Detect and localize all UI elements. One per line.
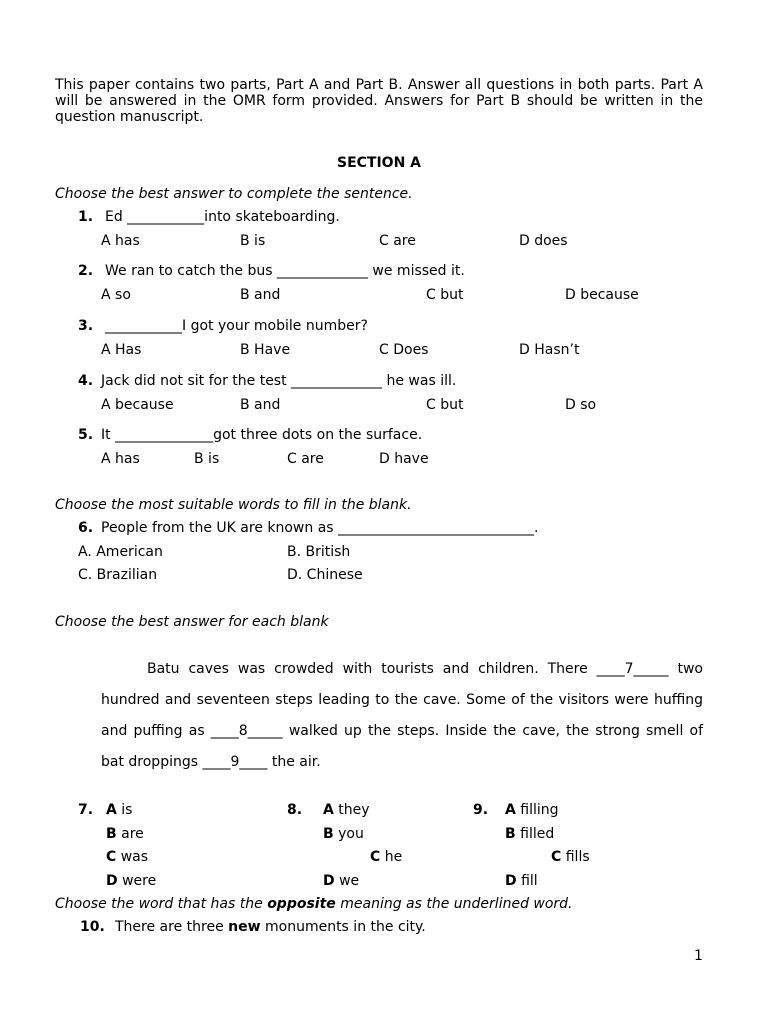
question-number: 10.: [80, 919, 105, 935]
option: [323, 873, 359, 889]
option-letter: D: [505, 873, 517, 889]
option: D have: [379, 451, 429, 467]
option: A so: [101, 287, 131, 303]
option: D does: [519, 233, 568, 249]
option: [505, 826, 554, 842]
passage-line: Batu caves was crowded with tourists and children. There ____7_____ two: [147, 661, 703, 677]
option-letter: D: [323, 873, 335, 889]
question-text: Jack did not sit for the test _____________ he was ill.: [101, 373, 457, 389]
option: D Hasn’t: [519, 342, 580, 358]
option: B Have: [240, 342, 291, 358]
option-word: are: [116, 826, 144, 842]
option-word: fills: [561, 849, 590, 865]
option: [106, 873, 156, 889]
option: B and: [240, 287, 281, 303]
option: C but: [426, 287, 464, 303]
option-letter: C: [551, 849, 562, 865]
option: [505, 802, 559, 818]
option: [106, 826, 144, 842]
option: D. Chinese: [287, 567, 363, 583]
option: A Has: [101, 342, 142, 358]
option-letter: A: [323, 802, 334, 818]
question-text-part: There are three: [115, 919, 229, 935]
instruction-fill-blank: Choose the most suitable words to fill in the blank.: [55, 497, 412, 513]
option: [106, 849, 148, 865]
instruction-text: meaning as the underlined word.: [335, 896, 573, 912]
question-text: People from the UK are known as ____________________________.: [101, 520, 539, 536]
question-number: 2.: [78, 263, 94, 279]
question-number: 3.: [78, 318, 94, 334]
option: [370, 849, 402, 865]
option: [323, 826, 364, 842]
option-word: is: [116, 802, 133, 818]
passage: [101, 661, 703, 771]
instruction-opposite: [55, 896, 573, 912]
passage-line: bat droppings ____9____ the air.: [101, 754, 321, 770]
option-letter: C: [370, 849, 381, 865]
option: B is: [240, 233, 266, 249]
question-number: 5.: [78, 427, 94, 443]
question-text: [115, 919, 426, 935]
option-word: was: [116, 849, 149, 865]
option: C are: [379, 233, 416, 249]
instruction-text: Choose the word that has the: [55, 896, 268, 912]
question-number: 7.: [78, 802, 94, 818]
option-letter: B: [323, 826, 334, 842]
question-number: 8.: [287, 802, 303, 818]
page-number: 1: [694, 948, 703, 964]
option-letter: D: [106, 873, 118, 889]
option: A because: [101, 397, 174, 413]
intro-paragraph: [55, 77, 703, 125]
question-text-part: monuments in the city.: [260, 919, 426, 935]
option: [106, 802, 132, 818]
option-word: you: [333, 826, 364, 842]
option: A has: [101, 233, 140, 249]
option-word: fill: [516, 873, 538, 889]
option-letter: B: [505, 826, 516, 842]
question-number: 4.: [78, 373, 94, 389]
option: A has: [101, 451, 140, 467]
option-word: we: [334, 873, 360, 889]
question-text: We ran to catch the bus _____________ we missed it.: [105, 263, 465, 279]
option-letter: A: [106, 802, 117, 818]
option: [323, 802, 370, 818]
option: D so: [565, 397, 597, 413]
option-word: were: [117, 873, 157, 889]
option: B and: [240, 397, 281, 413]
option: [505, 873, 538, 889]
question-text: ___________I got your mobile number?: [105, 318, 368, 334]
question-number: 9.: [473, 802, 489, 818]
option: C are: [287, 451, 324, 467]
section-title: SECTION A: [336, 155, 421, 171]
instruction-each-blank: Choose the best answer for each blank: [55, 614, 329, 630]
option: B is: [194, 451, 220, 467]
intro-line: will be answered in the OMR form provided. Answers for Part B should be written in the: [55, 93, 703, 109]
instruction-emphasis: opposite: [267, 896, 336, 912]
option: A. American: [78, 544, 163, 560]
option-word: he: [380, 849, 403, 865]
option: D because: [565, 287, 639, 303]
option: C. Brazilian: [78, 567, 158, 583]
question-text: It ______________got three dots on the surface.: [101, 427, 423, 443]
intro-line: question manuscript.: [55, 109, 204, 125]
option: C but: [426, 397, 464, 413]
option-word: filled: [515, 826, 555, 842]
question-text: Ed ___________into skateboarding.: [105, 209, 340, 225]
option: [551, 849, 590, 865]
intro-line: This paper contains two parts, Part A and Part B. Answer all questions in both parts. Part A: [55, 77, 703, 93]
question-keyword: new: [228, 919, 261, 935]
question-number: 1.: [78, 209, 94, 225]
option-letter: C: [106, 849, 117, 865]
passage-line: and puffing as ____8_____ walked up the steps. Inside the cave, the strong smell of: [101, 723, 703, 739]
question-number: 6.: [78, 520, 94, 536]
option-letter: A: [505, 802, 516, 818]
option-word: they: [333, 802, 370, 818]
instruction-complete-sentence: Choose the best answer to complete the sentence.: [55, 186, 413, 202]
option: B. British: [287, 544, 351, 560]
option-letter: B: [106, 826, 117, 842]
option: C Does: [379, 342, 429, 358]
option-word: filling: [515, 802, 559, 818]
passage-line: hundred and seventeen steps leading to the cave. Some of the visitors were huffing: [101, 692, 703, 708]
